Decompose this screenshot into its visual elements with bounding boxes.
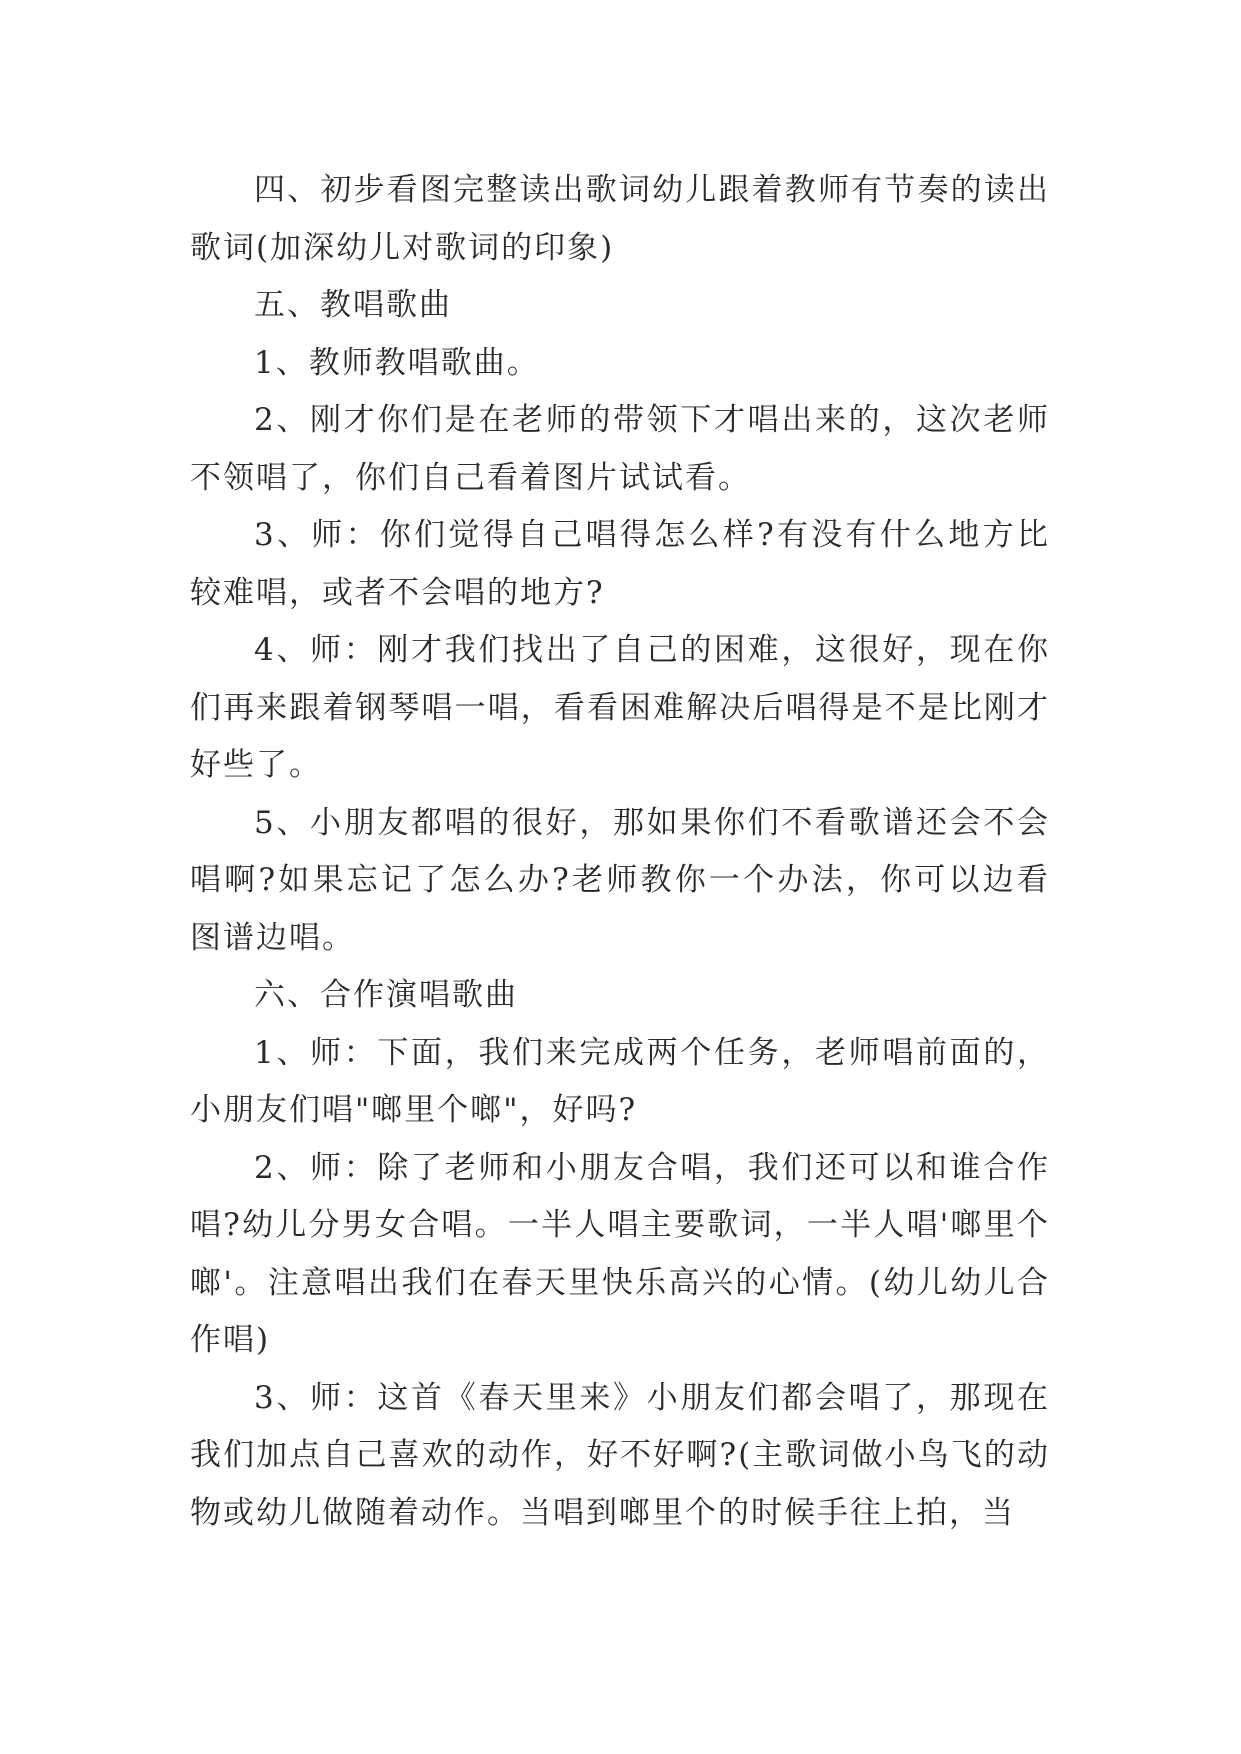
paragraph-section-4-read-lyrics: 四、初步看图完整读出歌词幼儿跟着教师有节奏的读出歌词(加深幼儿对歌词的印象) xyxy=(190,172,1050,266)
paragraph-5-2: 2、刚才你们是在老师的带领下才唱出来的，这次老师不领唱了，你们自己看着图片试试看。 xyxy=(190,402,1050,496)
document-body xyxy=(190,162,1050,1542)
paragraph-6-3: 3、师：这首《春天里来》小朋友们都会唱了，那现在我们加点自己喜欢的动作，好不好啊?(主歌词做小鸟飞的动物或幼儿做随着动作。当唱到啷里个的时候手往上拍，当 xyxy=(190,1379,1050,1531)
paragraph-section-6-heading: 六、合作演唱歌曲 xyxy=(254,977,518,1013)
paragraph-section-5-heading: 五、教唱歌曲 xyxy=(254,287,452,323)
paragraph-5-4: 4、师：刚才我们找出了自己的困难，这很好，现在你们再来跟着钢琴唱一唱，看看困难解决后唱得是不是比刚才好些了。 xyxy=(190,632,1050,783)
paragraph-5-3: 3、师：你们觉得自己唱得怎么样?有没有什么地方比较难唱，或者不会唱的地方? xyxy=(190,517,1050,611)
paragraph-5-1: 1、教师教唱歌曲。 xyxy=(254,344,540,381)
paragraph-6-1: 1、师：下面，我们来完成两个任务，老师唱前面的，小朋友们唱"啷里个啷"，好吗? xyxy=(190,1034,1050,1128)
paragraph-6-2: 2、师：除了老师和小朋友合唱，我们还可以和谁合作唱?幼儿分男女合唱。一半人唱主要歌词，一半人唱'啷里个啷'。注意唱出我们在春天里快乐高兴的心情。(幼儿幼儿合作唱) xyxy=(190,1149,1050,1358)
paragraph-5-5: 5、小朋友都唱的很好，那如果你们不看歌谱还会不会唱啊?如果忘记了怎么办?老师教你一个办法，你可以边看图谱边唱。 xyxy=(190,804,1050,956)
